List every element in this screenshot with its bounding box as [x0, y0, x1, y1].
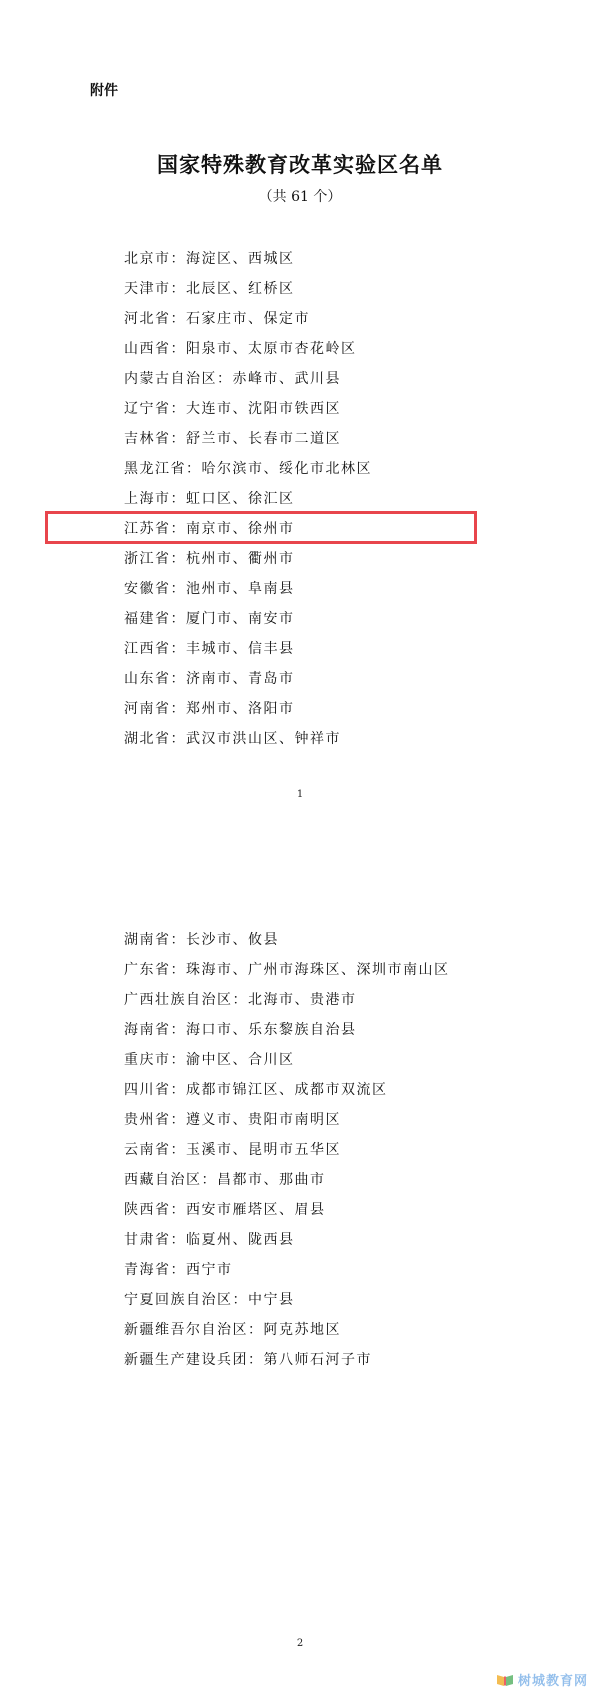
- watermark: [496, 1670, 588, 1689]
- list-item: 四川省：成都市锦江区、成都市双流区: [124, 1082, 388, 1098]
- list-item: 上海市：虹口区、徐汇区: [124, 491, 295, 507]
- list-item: 西藏自治区：昌都市、那曲市: [124, 1172, 326, 1188]
- list-item: 海南省：海口市、乐东黎族自治县: [124, 1022, 357, 1038]
- list-item: 辽宁省：大连市、沈阳市铁西区: [124, 401, 341, 417]
- document-subtitle: （共 61 个）: [258, 189, 342, 205]
- document-title: 国家特殊教育改革实验区名单: [157, 152, 443, 177]
- list-item: 河北省：石家庄市、保定市: [124, 311, 310, 327]
- region-list-page-2: [124, 925, 450, 1375]
- list-item: 河南省：郑州市、洛阳市: [124, 701, 295, 717]
- list-item: 广东省：珠海市、广州市海珠区、深圳市南山区: [124, 962, 450, 978]
- list-item: 云南省：玉溪市、昆明市五华区: [124, 1142, 341, 1158]
- list-item: 湖北省：武汉市洪山区、钟祥市: [124, 731, 341, 747]
- list-item: 新疆生产建设兵团：第八师石河子市: [124, 1352, 372, 1368]
- page-number: 2: [296, 1638, 304, 1649]
- list-item: 山东省：济南市、青岛市: [124, 671, 295, 687]
- list-item: 安徽省：池州市、阜南县: [124, 581, 295, 597]
- watermark-text: 树城教育网: [517, 1674, 588, 1689]
- list-item: 青海省：西宁市: [124, 1262, 233, 1278]
- list-item: 北京市：海淀区、西城区: [124, 251, 295, 267]
- list-item: 吉林省：舒兰市、长春市二道区: [124, 431, 341, 447]
- list-item: 广西壮族自治区：北海市、贵港市: [124, 992, 357, 1008]
- highlight-box: [45, 511, 477, 544]
- list-item: 甘肃省：临夏州、陇西县: [124, 1232, 295, 1248]
- list-item-highlighted: 江苏省：南京市、徐州市: [124, 521, 295, 537]
- list-item: 宁夏回族自治区：中宁县: [124, 1292, 295, 1308]
- region-list-page-1: [124, 244, 372, 754]
- list-item: 内蒙古自治区：赤峰市、武川县: [124, 371, 341, 387]
- list-item: 湖南省：长沙市、攸县: [124, 932, 279, 948]
- list-item: 福建省：厦门市、南安市: [124, 611, 295, 627]
- list-item: 陕西省：西安市雁塔区、眉县: [124, 1202, 326, 1218]
- list-item: 贵州省：遵义市、贵阳市南明区: [124, 1112, 341, 1128]
- list-item: 山西省：阳泉市、太原市杏花岭区: [124, 341, 357, 357]
- book-logo-icon: [496, 1673, 514, 1687]
- list-item: 黑龙江省：哈尔滨市、绥化市北林区: [124, 461, 372, 477]
- attachment-label: 附件: [90, 83, 118, 99]
- list-item: 天津市：北辰区、红桥区: [124, 281, 295, 297]
- list-item: 浙江省：杭州市、衢州市: [124, 551, 295, 567]
- list-item: 新疆维吾尔自治区：阿克苏地区: [124, 1322, 341, 1338]
- list-item: 重庆市：渝中区、合川区: [124, 1052, 295, 1068]
- page-number: 1: [296, 789, 304, 800]
- list-item: 江西省：丰城市、信丰县: [124, 641, 295, 657]
